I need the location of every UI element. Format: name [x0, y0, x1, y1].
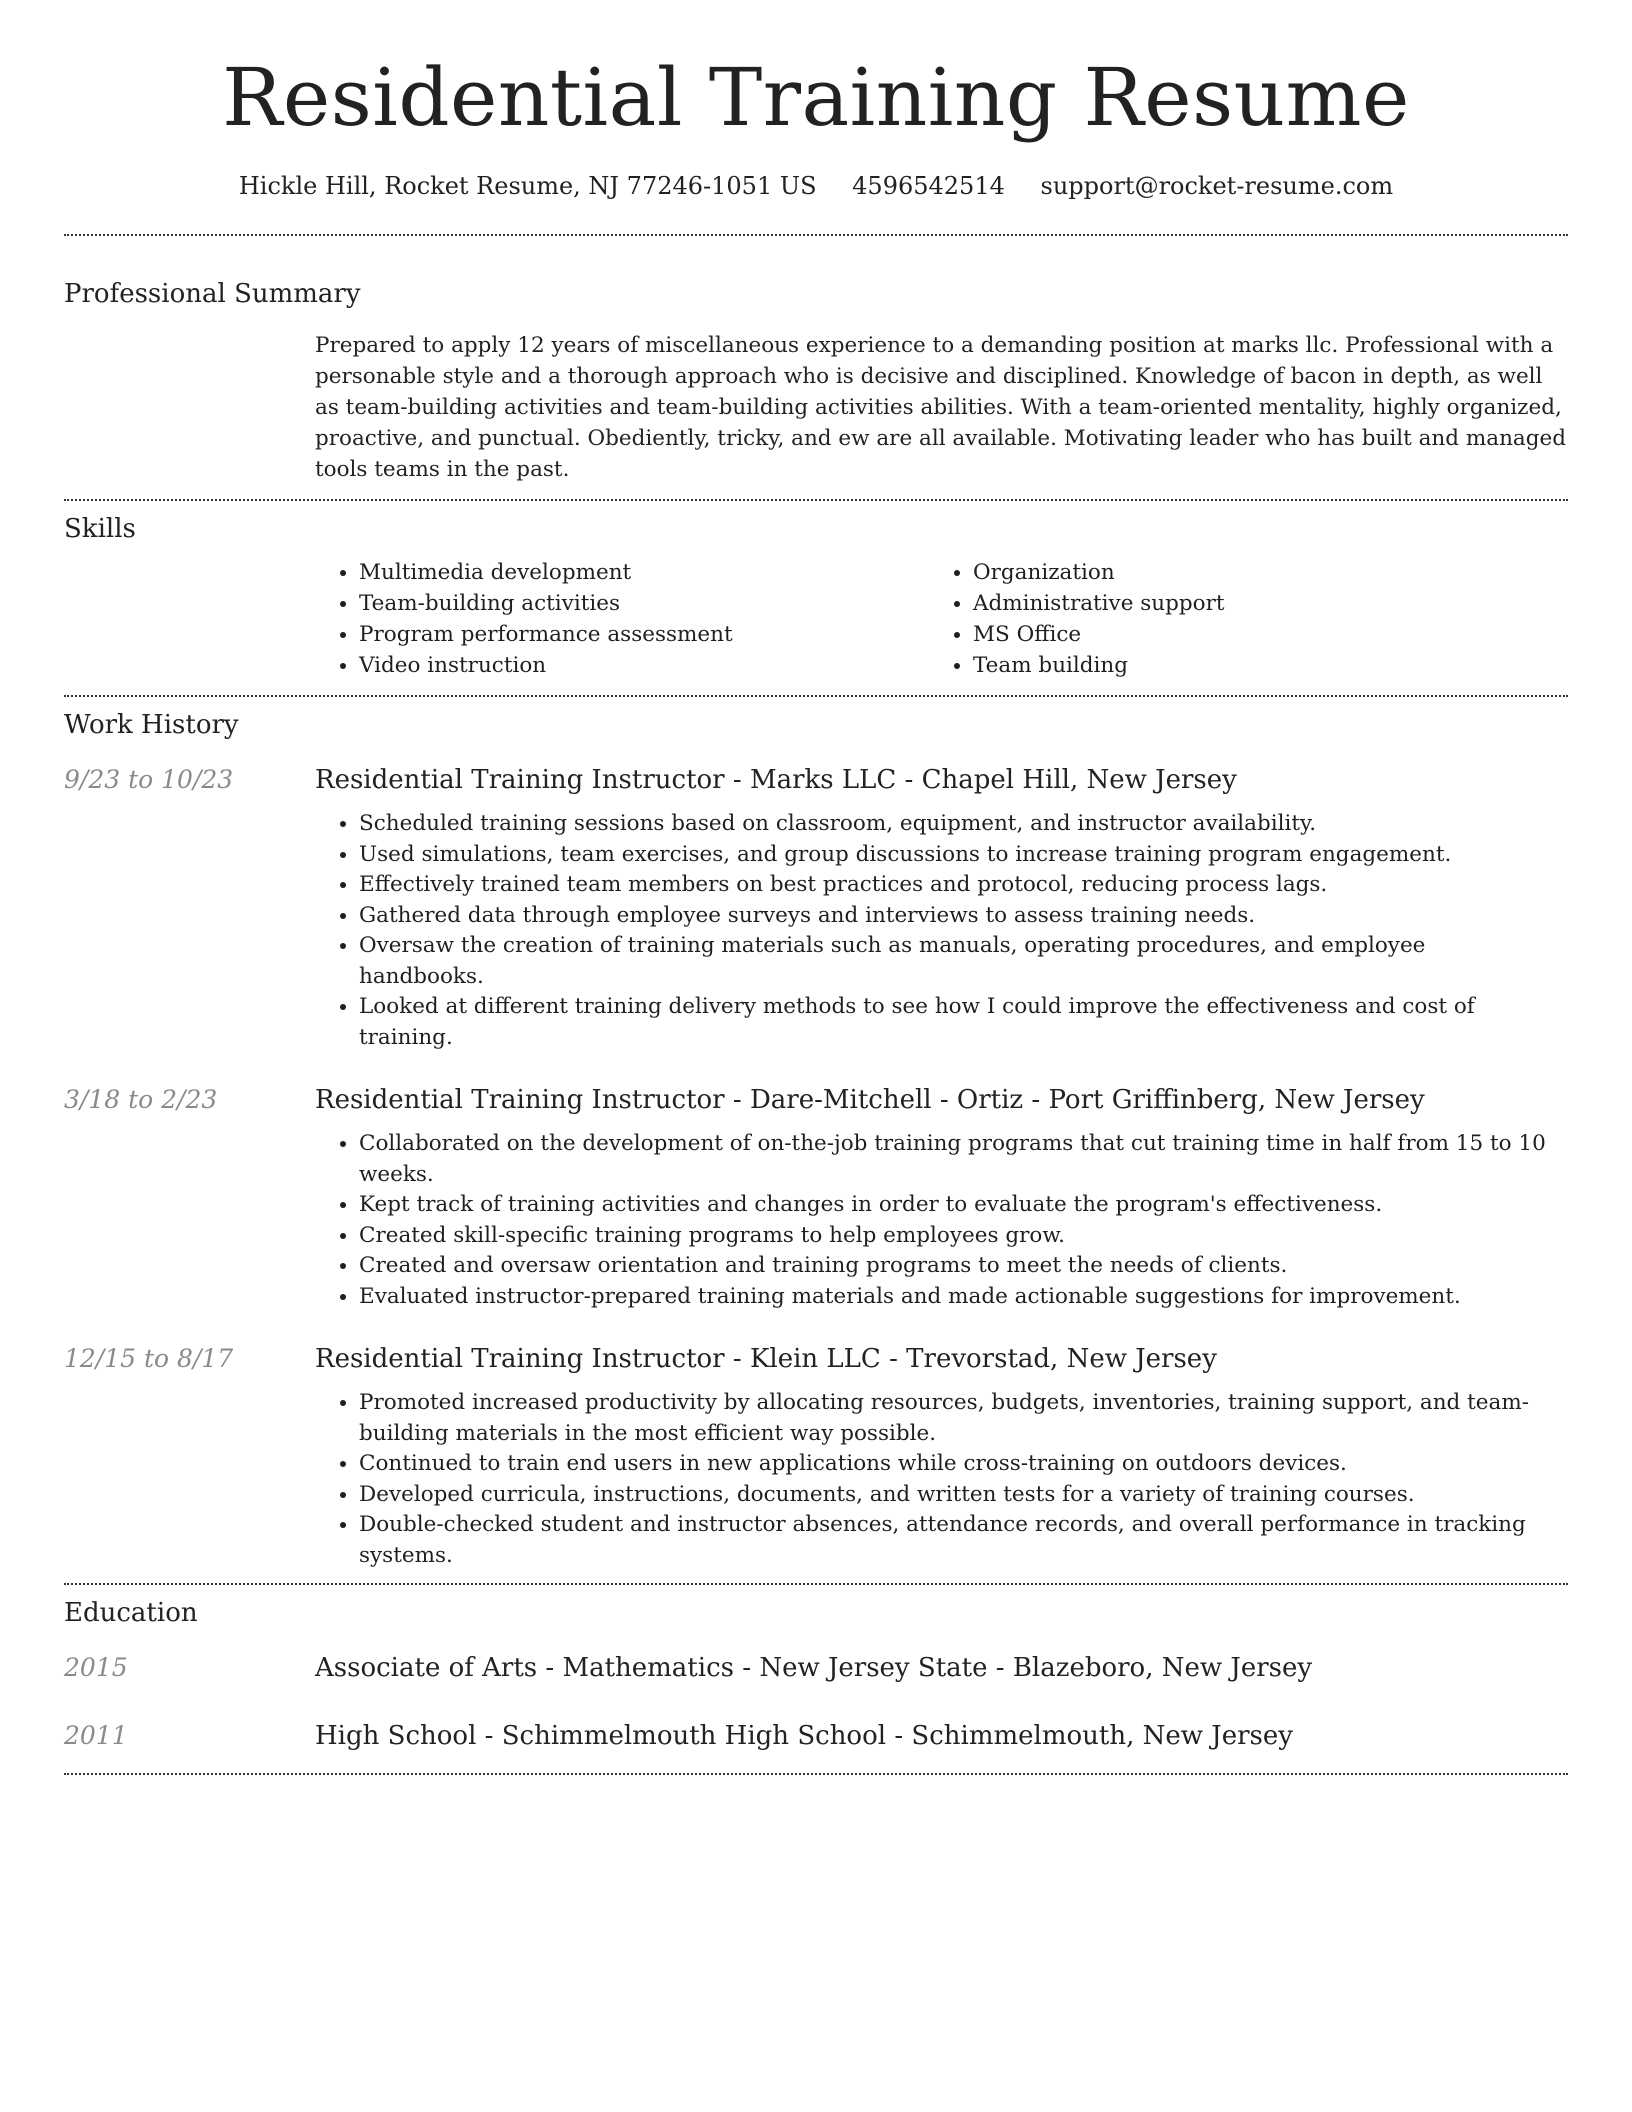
education-location: Schimmelmouth, New Jersey [911, 1721, 1293, 1751]
skill-item: • Team building [973, 650, 1543, 681]
skills-heading: Skills [64, 514, 136, 544]
summary-text: Prepared to apply 12 years of miscellaneous experience to a demanding position at marks llc. Professional with a personable style and a thorough approach who is decisive and disciplined. Knowledge of bacon in depth, as well as team-building activities and team-building activities abilities. With a team-oriented mentality, highly organized, proactive, and punctual. Obediently, tricky, and ew are all available. Motivating leader who has built and managed tools teams in the past. [315, 333, 1566, 482]
job-bullets [315, 809, 1568, 1053]
job-bullet: • Created and oversaw orientation and training programs to meet the needs of clients. [359, 1251, 1568, 1282]
resume-page [64, 0, 1568, 1775]
education-year: 2011 [64, 1721, 128, 1750]
job-dates: 12/15 to 8/17 [64, 1344, 234, 1373]
separator: - [880, 1344, 907, 1374]
job-dates: 3/18 to 2/23 [64, 1085, 218, 1114]
skill-item: • Organization [973, 557, 1543, 588]
separator: - [733, 1653, 760, 1683]
education-heading: Education [64, 1598, 198, 1628]
section-divider [64, 1583, 1568, 1585]
education-degree: High School [315, 1721, 477, 1751]
summary-heading: Professional Summary [64, 279, 361, 309]
job-bullet: • Scheduled training sessions based on classroom, equipment, and instructor availability. [359, 809, 1568, 840]
contact-email: support@rocket-resume.com [1040, 172, 1394, 200]
job-location: Trevorstad, New Jersey [906, 1344, 1217, 1374]
section-divider [64, 695, 1568, 697]
job-bullet: • Created skill-specific training programs to help employees grow. [359, 1221, 1568, 1252]
separator: - [476, 1721, 502, 1751]
education-degree: Associate of Arts - Mathematics [315, 1653, 734, 1683]
job-company: Dare-Mitchell - Ortiz [749, 1085, 1024, 1115]
section-divider [64, 499, 1568, 501]
education-school: Schimmelmouth High School [501, 1721, 887, 1751]
job-bullet: • Evaluated instructor-prepared training materials and made actionable suggestions for improvement. [359, 1282, 1568, 1313]
separator: - [1023, 1085, 1049, 1115]
job-heading [315, 1342, 1217, 1376]
job-bullets [315, 1388, 1568, 1571]
job-bullets [315, 1129, 1568, 1312]
job-title: Residential Training Instructor [315, 1085, 725, 1115]
skill-item: • Team-building activities [359, 588, 929, 619]
job-location: Port Griffinberg, New Jersey [1048, 1085, 1425, 1115]
separator: - [724, 1085, 750, 1115]
skills-list [315, 557, 1568, 681]
job-bullet: • Oversaw the creation of training materials such as manuals, operating procedures, and employee handbooks. [359, 931, 1568, 992]
job-title: Residential Training Instructor [315, 765, 725, 795]
contact-line [64, 170, 1568, 202]
education-school: New Jersey State [759, 1653, 988, 1683]
skills-column-left [315, 557, 929, 681]
skill-item: • Program performance assessment [359, 619, 929, 650]
education-year: 2015 [64, 1653, 128, 1682]
job-entry [64, 1342, 1568, 1376]
job-title: Residential Training Instructor [315, 1344, 725, 1374]
job-company: Marks LLC [749, 765, 897, 795]
job-entry [64, 763, 1568, 797]
job-bullet: • Looked at different training delivery methods to see how I could improve the effectiveness and cost of training. [359, 992, 1568, 1053]
job-heading [315, 1083, 1425, 1117]
job-dates: 9/23 to 10/23 [64, 765, 234, 794]
job-bullet: • Collaborated on the development of on-the-job training programs that cut training time in half from 15 to 10 weeks. [359, 1129, 1568, 1190]
contact-phone: 4596542514 [852, 172, 1005, 200]
job-bullet: • Developed curricula, instructions, documents, and written tests for a variety of training courses. [359, 1480, 1568, 1511]
resume-title: Residential Training Resume [222, 51, 1410, 144]
separator: - [724, 765, 750, 795]
separator: - [987, 1653, 1013, 1683]
work-history-heading: Work History [64, 710, 239, 740]
contact-address: Hickle Hill, Rocket Resume, NJ 77246-1051 US [238, 172, 817, 200]
job-bullet: • Effectively trained team members on best practices and protocol, reducing process lags. [359, 870, 1568, 901]
job-heading [315, 763, 1237, 797]
job-bullet: • Double-checked student and instructor absences, attendance records, and overall performance in tracking systems. [359, 1510, 1568, 1571]
skill-item: • Administrative support [973, 588, 1543, 619]
skill-item: • Video instruction [359, 650, 929, 681]
separator: - [724, 1344, 750, 1374]
separator: - [896, 765, 922, 795]
job-bullet: • Promoted increased productivity by allocating resources, budgets, inventories, training support, and team-building materials in the most efficient way possible. [359, 1388, 1568, 1449]
job-bullet: • Kept track of training activities and changes in order to evaluate the program's effectiveness. [359, 1190, 1568, 1221]
education-entry [64, 1719, 1568, 1753]
education-heading-line [315, 1719, 1293, 1753]
skills-column-right [929, 557, 1543, 681]
job-entry [64, 1083, 1568, 1117]
education-entry [64, 1651, 1568, 1685]
education-location: Blazeboro, New Jersey [1012, 1653, 1313, 1683]
job-bullet: • Continued to train end users in new applications while cross-training on outdoors devices. [359, 1449, 1568, 1480]
job-bullet: • Used simulations, team exercises, and group discussions to increase training program engagement. [359, 840, 1568, 871]
separator: - [886, 1721, 912, 1751]
education-heading-line [315, 1651, 1312, 1685]
skill-item: • MS Office [973, 619, 1543, 650]
section-divider [64, 234, 1568, 236]
section-divider [64, 1773, 1568, 1775]
skill-item: • Multimedia development [359, 557, 929, 588]
job-bullet: • Gathered data through employee surveys and interviews to assess training needs. [359, 901, 1568, 932]
job-location: Chapel Hill, New Jersey [921, 765, 1237, 795]
job-company: Klein LLC [749, 1344, 881, 1374]
